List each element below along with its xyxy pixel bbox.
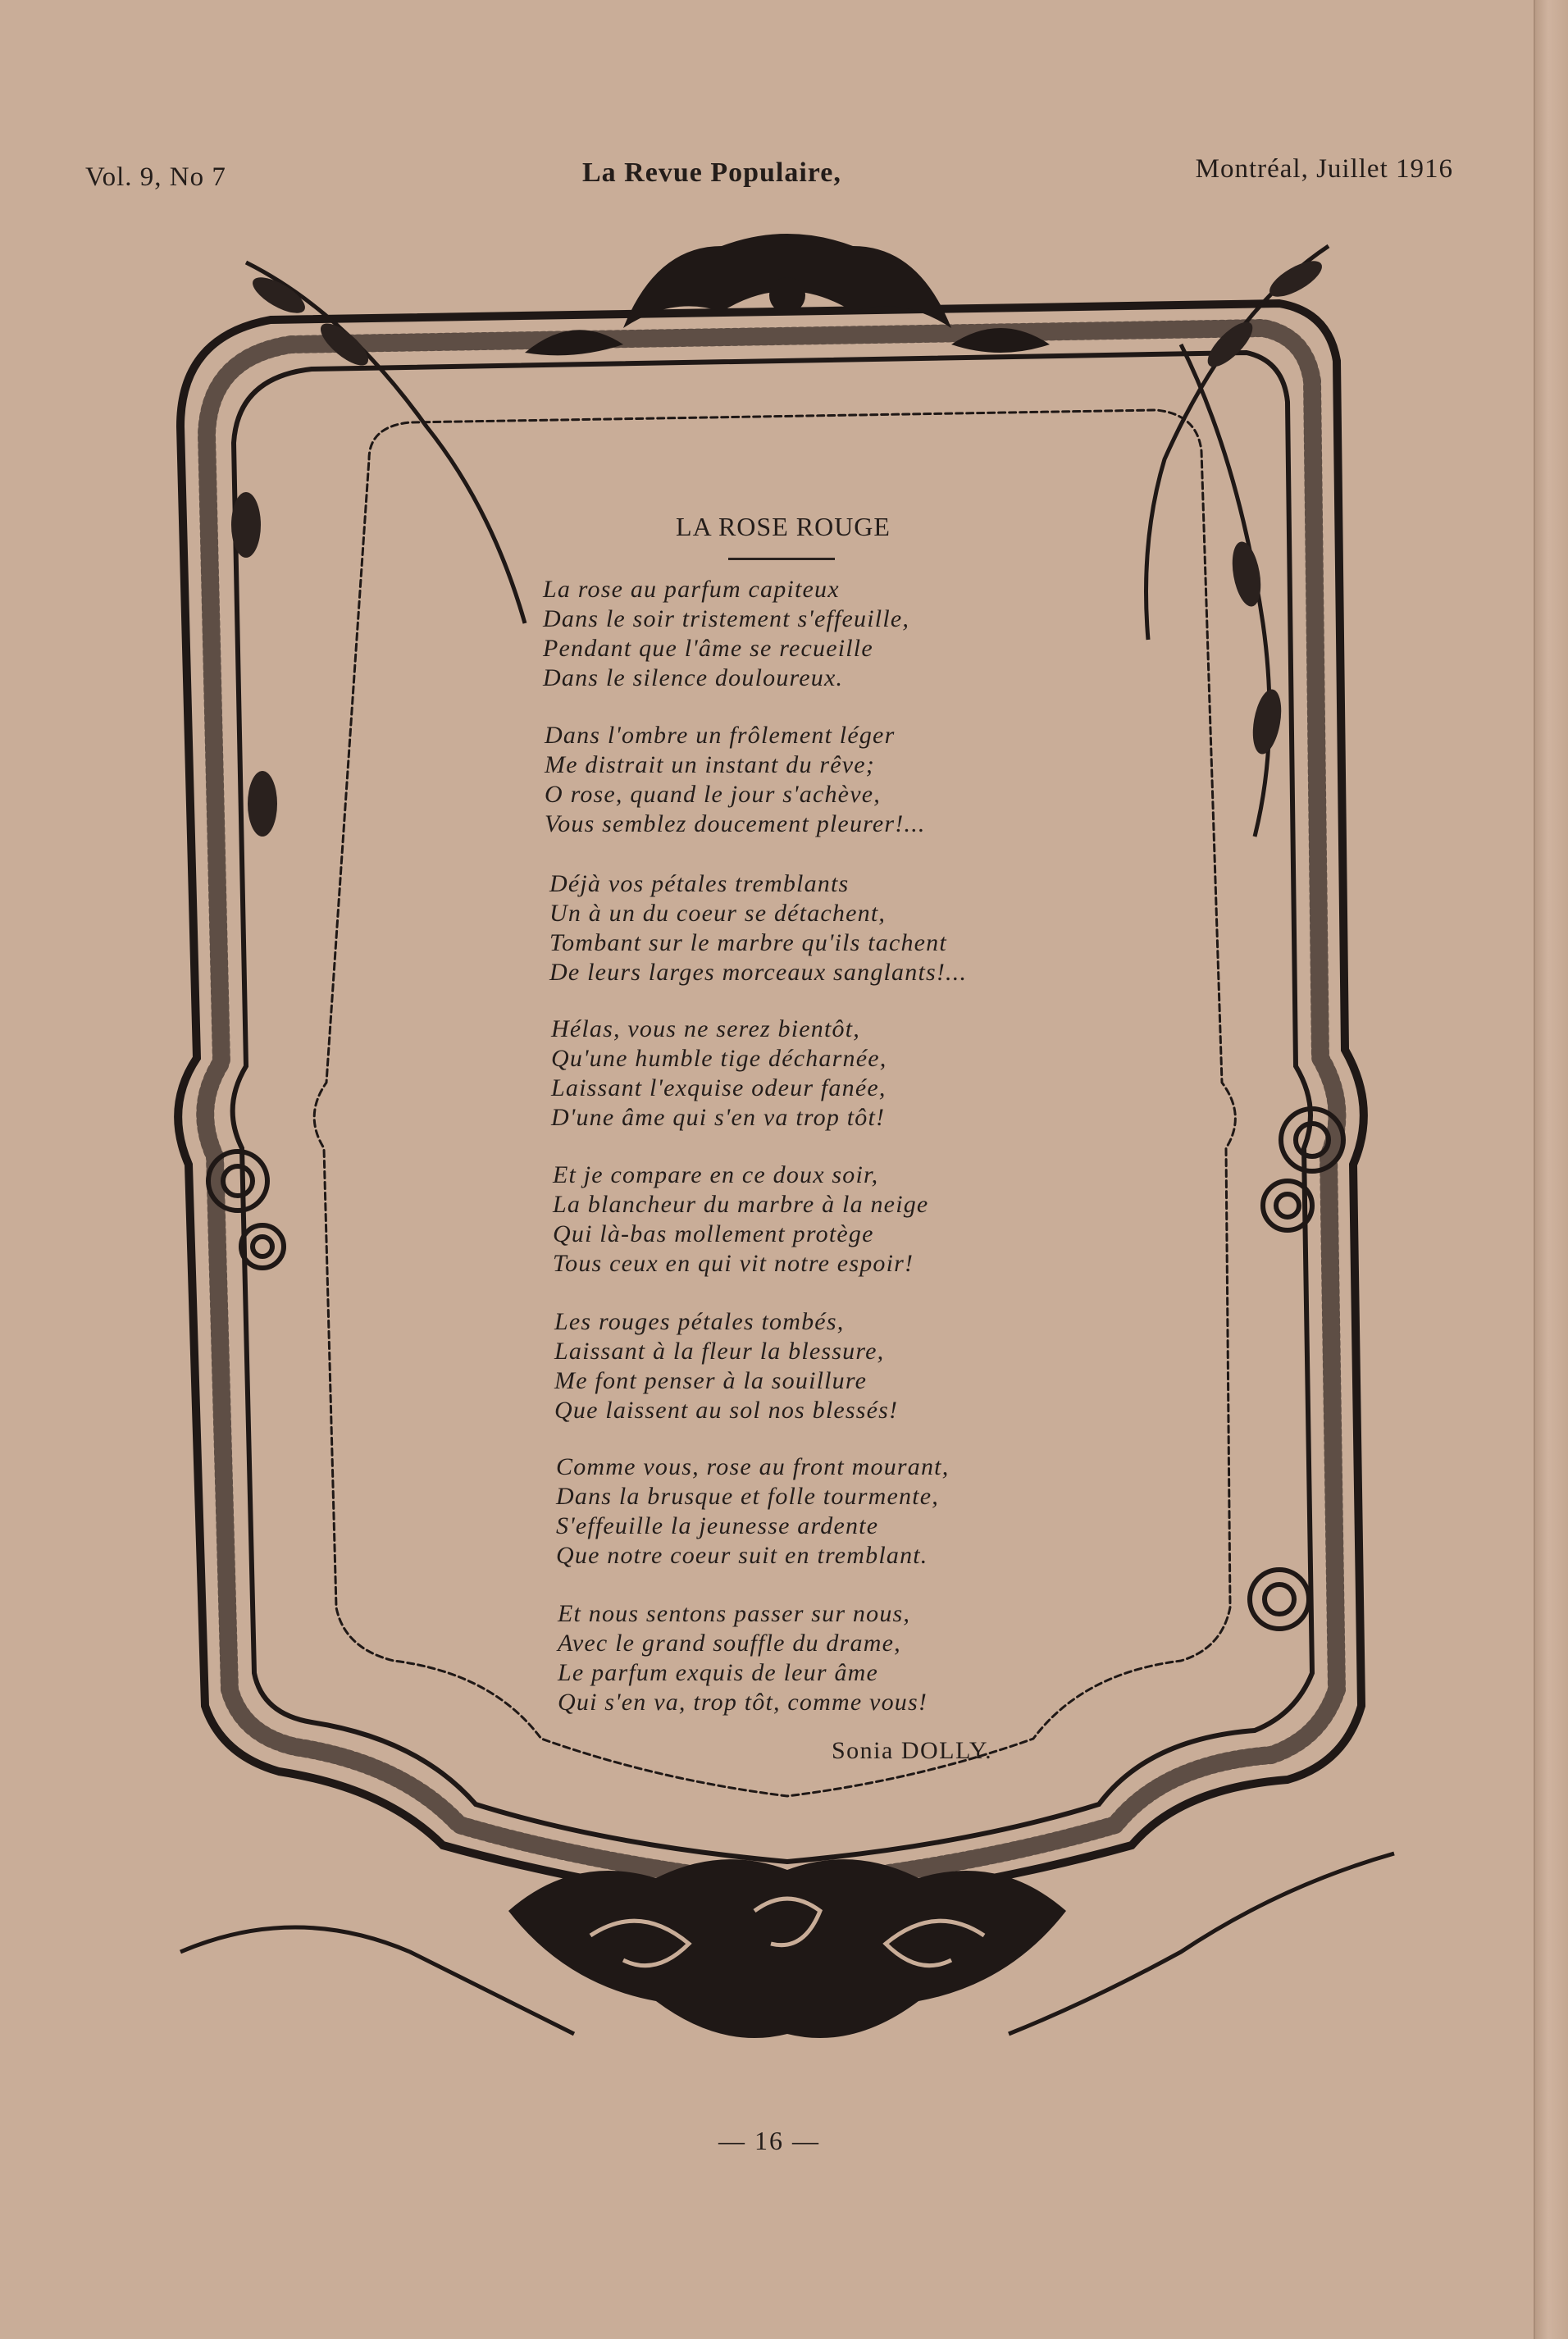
stanza-8: [558, 1599, 928, 1717]
stanza-5: [553, 1160, 928, 1279]
verse-line: D'une âme qui s'en va trop tôt!: [551, 1104, 886, 1131]
verse-line: Laissant l'exquise odeur fanée,: [551, 1074, 887, 1101]
verse-line: Dans le silence douloureux.: [543, 664, 844, 691]
verse-line: Me distrait un instant du rêve;: [545, 751, 875, 778]
verse-line: Déjà vos pétales tremblants: [549, 870, 850, 897]
verse-line: Dans l'ombre un frôlement léger: [545, 722, 896, 749]
title-divider: [728, 558, 835, 560]
verse-line: De leurs larges morceaux sanglants!...: [549, 959, 968, 986]
stanza-7: [556, 1452, 949, 1571]
verse-line: Avec le grand souffle du drame,: [558, 1630, 901, 1657]
verse-line: Un à un du coeur se détachent,: [549, 900, 887, 927]
verse-line: La blancheur du marbre à la neige: [553, 1191, 929, 1218]
verse-line: O rose, quand le jour s'achève,: [545, 781, 881, 808]
verse-line: Le parfum exquis de leur âme: [558, 1659, 879, 1686]
bottom-scroll-ornament: [508, 1859, 1066, 2038]
verse-line: Et je compare en ce doux soir,: [553, 1161, 879, 1188]
verse-line: La rose au parfum capiteux: [543, 576, 840, 603]
verse-line: Les rouges pétales tombés,: [554, 1308, 845, 1335]
stanza-1: [543, 575, 909, 693]
verse-line: Me font penser à la souillure: [554, 1367, 868, 1394]
verse-line: Pendant que l'âme se recueille: [543, 635, 873, 662]
volume-number: Vol. 9, No 7: [85, 162, 226, 192]
poem-title: LA ROSE ROUGE: [676, 512, 891, 541]
page-number: — 16 —: [718, 2126, 820, 2155]
verse-line: S'effeuille la jeunesse ardente: [556, 1512, 879, 1539]
verse-line: Comme vous, rose au front mourant,: [556, 1453, 950, 1480]
stanza-2: [545, 721, 926, 839]
verse-line: Tous ceux en qui vit notre espoir!: [553, 1250, 914, 1277]
verse-line: Vous semblez doucement pleurer!...: [545, 810, 926, 837]
verse-line: Qui là-bas mollement protège: [553, 1220, 874, 1247]
verse-line: Qu'une humble tige décharnée,: [551, 1045, 887, 1072]
verse-line: Qui s'en va, trop tôt, comme vous!: [558, 1689, 928, 1716]
stanza-3: [549, 869, 967, 987]
verse-line: Que notre coeur suit en tremblant.: [556, 1542, 928, 1569]
verse-line: Laissant à la fleur la blessure,: [554, 1338, 885, 1365]
verse-line: Et nous sentons passer sur nous,: [558, 1600, 911, 1627]
stanza-6: [554, 1307, 898, 1425]
verse-line: Dans la brusque et folle tourmente,: [556, 1483, 939, 1510]
verse-line: Tombant sur le marbre qu'ils tachent: [549, 929, 947, 956]
verse-line: Dans le soir tristement s'effeuille,: [543, 605, 910, 632]
stanza-4: [551, 1014, 887, 1133]
verse-line: Que laissent au sol nos blessés!: [554, 1397, 899, 1424]
publication-name: La Revue Populaire,: [582, 157, 841, 188]
author-signature: Sonia DOLLY.: [832, 1737, 993, 1764]
issue-date: Montréal, Juillet 1916: [1195, 154, 1453, 184]
verse-line: Hélas, vous ne serez bientôt,: [551, 1015, 860, 1042]
